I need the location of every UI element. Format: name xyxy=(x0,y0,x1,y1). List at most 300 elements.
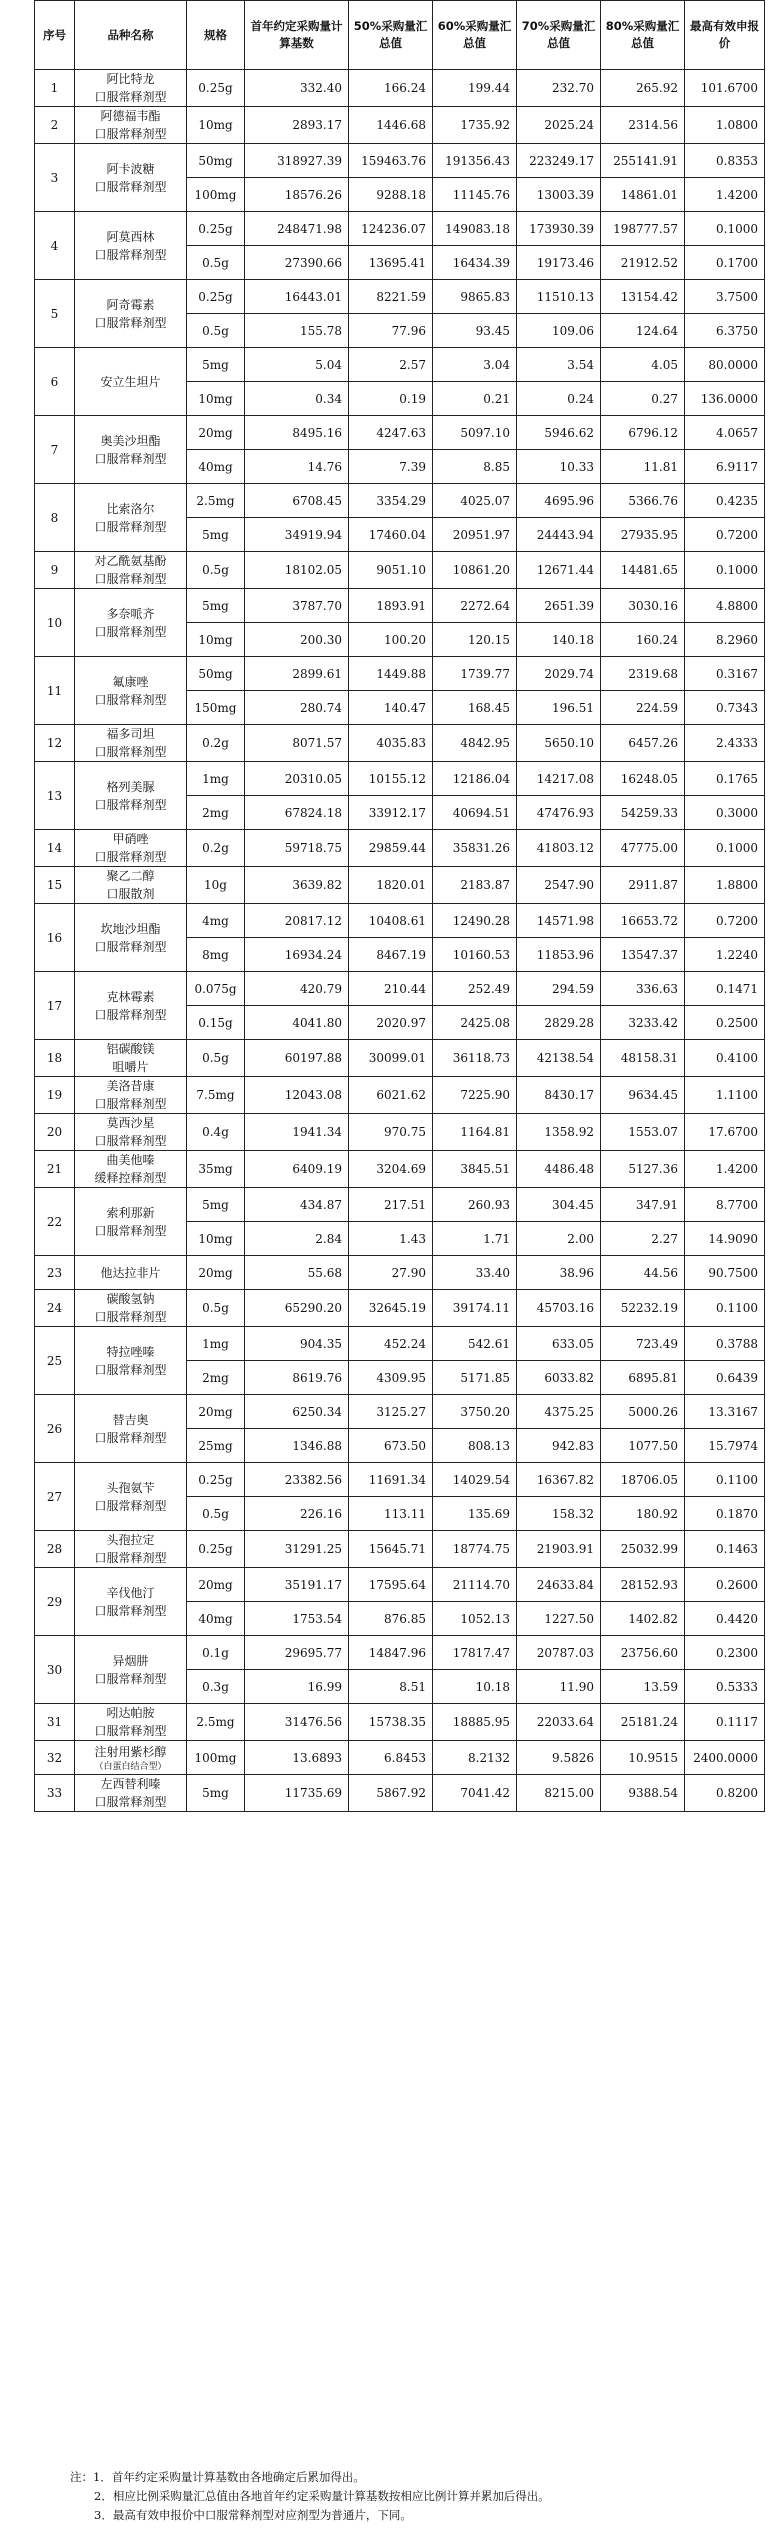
base-value-cell: 2899.61 xyxy=(245,657,349,691)
base-value-cell: 332.40 xyxy=(245,70,349,107)
drug-name-cell xyxy=(75,212,187,280)
drug-name: 对乙酰氨基酚 xyxy=(94,554,167,568)
dosage-form: 口服常释剂型 xyxy=(94,1430,167,1445)
max-price-cell: 136.0000 xyxy=(685,382,765,416)
value-80-cell: 5366.76 xyxy=(601,484,685,518)
drug-name-cell xyxy=(75,1040,187,1077)
value-70-cell: 196.51 xyxy=(517,691,601,725)
value-60-cell: 5171.85 xyxy=(433,1361,517,1395)
table-row xyxy=(35,1151,765,1188)
value-70-cell: 42138.54 xyxy=(517,1040,601,1077)
value-70-cell: 45703.16 xyxy=(517,1290,601,1327)
dosage-form: 口服常释剂型 xyxy=(94,1134,167,1148)
row-number: 17 xyxy=(35,972,75,1040)
row-number: 26 xyxy=(35,1395,75,1463)
max-price-cell: 0.2300 xyxy=(685,1636,765,1670)
max-price-cell: 0.1700 xyxy=(685,246,765,280)
value-50-cell: 17595.64 xyxy=(349,1568,433,1602)
value-70-cell: 2651.39 xyxy=(517,589,601,623)
value-60-cell: 10861.20 xyxy=(433,552,517,589)
value-50-cell: 217.51 xyxy=(349,1188,433,1222)
base-value-cell: 3639.82 xyxy=(245,867,349,904)
header-name: 品种名称 xyxy=(75,1,187,70)
drug-name-cell xyxy=(75,70,187,107)
drug-name: 辛伐他汀 xyxy=(106,1585,155,1600)
table-row xyxy=(35,107,765,144)
spec-cell: 0.4g xyxy=(187,1114,245,1151)
drug-name: 碳酸氢钠 xyxy=(106,1292,155,1306)
drug-name: 比索洛尔 xyxy=(106,501,155,516)
table-row xyxy=(35,280,765,314)
footnotes xyxy=(70,2468,760,2525)
spec-cell: 10mg xyxy=(187,382,245,416)
max-price-cell: 0.1000 xyxy=(685,830,765,867)
value-70-cell: 2029.74 xyxy=(517,657,601,691)
base-value-cell: 29695.77 xyxy=(245,1636,349,1670)
spec-cell: 0.3g xyxy=(187,1670,245,1704)
value-60-cell: 8.85 xyxy=(433,450,517,484)
drug-name-cell xyxy=(75,1290,187,1327)
table-row xyxy=(35,1040,765,1077)
drug-name: 聚乙二醇 xyxy=(106,869,155,883)
max-price-cell: 6.9117 xyxy=(685,450,765,484)
value-50-cell: 140.47 xyxy=(349,691,433,725)
max-price-cell: 2400.0000 xyxy=(685,1741,765,1775)
max-price-cell: 2.4333 xyxy=(685,725,765,762)
table-row xyxy=(35,1704,765,1741)
max-price-cell: 0.8353 xyxy=(685,144,765,178)
base-value-cell: 904.35 xyxy=(245,1327,349,1361)
value-80-cell: 6895.81 xyxy=(601,1361,685,1395)
value-80-cell: 16653.72 xyxy=(601,904,685,938)
drug-name: 头孢氨苄 xyxy=(106,1480,155,1495)
spec-cell: 8mg xyxy=(187,938,245,972)
value-70-cell: 11510.13 xyxy=(517,280,601,314)
value-60-cell: 3845.51 xyxy=(433,1151,517,1188)
value-70-cell: 223249.17 xyxy=(517,144,601,178)
value-60-cell: 5097.10 xyxy=(433,416,517,450)
value-60-cell: 10160.53 xyxy=(433,938,517,972)
value-70-cell: 9.5826 xyxy=(517,1741,601,1775)
value-70-cell: 232.70 xyxy=(517,70,601,107)
value-50-cell: 9288.18 xyxy=(349,178,433,212)
drug-name-cell xyxy=(75,144,187,212)
row-number: 5 xyxy=(35,280,75,348)
max-price-cell: 0.5333 xyxy=(685,1670,765,1704)
value-60-cell: 20951.97 xyxy=(433,518,517,552)
value-60-cell: 808.13 xyxy=(433,1429,517,1463)
max-price-cell: 0.4420 xyxy=(685,1602,765,1636)
value-50-cell: 27.90 xyxy=(349,1256,433,1290)
drug-name: 特拉唑嗪 xyxy=(106,1344,155,1359)
value-60-cell: 168.45 xyxy=(433,691,517,725)
dosage-form: 口服常释剂型 xyxy=(94,315,167,330)
spec-cell: 0.2g xyxy=(187,725,245,762)
value-70-cell: 19173.46 xyxy=(517,246,601,280)
value-80-cell: 11.81 xyxy=(601,450,685,484)
base-value-cell: 23382.56 xyxy=(245,1463,349,1497)
drug-name-cell xyxy=(75,1256,187,1290)
spec-cell: 0.5g xyxy=(187,552,245,589)
value-60-cell: 40694.51 xyxy=(433,796,517,830)
base-value-cell: 12043.08 xyxy=(245,1077,349,1114)
drug-name: 坎地沙坦酯 xyxy=(100,921,161,936)
base-value-cell: 6409.19 xyxy=(245,1151,349,1188)
value-80-cell: 265.92 xyxy=(601,70,685,107)
drug-name: 他达拉非片 xyxy=(100,1265,161,1280)
table-row xyxy=(35,830,765,867)
dosage-form: 口服常释剂型 xyxy=(94,90,167,104)
value-50-cell: 1820.01 xyxy=(349,867,433,904)
base-value-cell: 8495.16 xyxy=(245,416,349,450)
row-number: 4 xyxy=(35,212,75,280)
table-row xyxy=(35,1531,765,1568)
value-80-cell: 21912.52 xyxy=(601,246,685,280)
max-price-cell: 0.7200 xyxy=(685,904,765,938)
value-60-cell: 199.44 xyxy=(433,70,517,107)
value-80-cell: 347.91 xyxy=(601,1188,685,1222)
base-value-cell: 11735.69 xyxy=(245,1775,349,1812)
dosage-form: 口服常释剂型 xyxy=(94,1498,167,1513)
value-80-cell: 2.27 xyxy=(601,1222,685,1256)
table-header-row xyxy=(35,1,765,70)
drug-name-cell xyxy=(75,107,187,144)
drug-name-cell xyxy=(75,1568,187,1636)
header-50: 50%采购量汇总值 xyxy=(349,1,433,70)
max-price-cell: 13.3167 xyxy=(685,1395,765,1429)
spec-cell: 7.5mg xyxy=(187,1077,245,1114)
header-max-price: 最高有效申报价 xyxy=(685,1,765,70)
drug-name-cell xyxy=(75,348,187,416)
value-80-cell: 54259.33 xyxy=(601,796,685,830)
row-number: 10 xyxy=(35,589,75,657)
drug-name: 克林霉素 xyxy=(106,989,155,1004)
value-50-cell: 4035.83 xyxy=(349,725,433,762)
base-value-cell: 20310.05 xyxy=(245,762,349,796)
max-price-cell: 0.1000 xyxy=(685,212,765,246)
value-60-cell: 9865.83 xyxy=(433,280,517,314)
value-60-cell: 2183.87 xyxy=(433,867,517,904)
base-value-cell: 67824.18 xyxy=(245,796,349,830)
table-row xyxy=(35,1327,765,1361)
row-number: 25 xyxy=(35,1327,75,1395)
base-value-cell: 0.34 xyxy=(245,382,349,416)
value-80-cell: 23756.60 xyxy=(601,1636,685,1670)
base-value-cell: 18576.26 xyxy=(245,178,349,212)
procurement-table xyxy=(34,0,765,1812)
table-row xyxy=(35,1636,765,1670)
drug-name: 阿德福韦酯 xyxy=(100,109,161,123)
value-80-cell: 2314.56 xyxy=(601,107,685,144)
value-60-cell: 12490.28 xyxy=(433,904,517,938)
value-60-cell: 135.69 xyxy=(433,1497,517,1531)
spec-cell: 0.5g xyxy=(187,1040,245,1077)
value-70-cell: 942.83 xyxy=(517,1429,601,1463)
value-50-cell: 11691.34 xyxy=(349,1463,433,1497)
max-price-cell: 17.6700 xyxy=(685,1114,765,1151)
value-80-cell: 6457.26 xyxy=(601,725,685,762)
value-80-cell: 25181.24 xyxy=(601,1704,685,1741)
max-price-cell: 0.4235 xyxy=(685,484,765,518)
max-price-cell: 0.1100 xyxy=(685,1290,765,1327)
base-value-cell: 1346.88 xyxy=(245,1429,349,1463)
value-50-cell: 1893.91 xyxy=(349,589,433,623)
base-value-cell: 6708.45 xyxy=(245,484,349,518)
drug-name-cell xyxy=(75,867,187,904)
value-80-cell: 124.64 xyxy=(601,314,685,348)
max-price-cell: 3.7500 xyxy=(685,280,765,314)
dosage-form: 口服常释剂型 xyxy=(94,1795,167,1809)
spec-cell: 2.5mg xyxy=(187,1704,245,1741)
dosage-form: 口服常释剂型 xyxy=(94,797,167,812)
value-60-cell: 1052.13 xyxy=(433,1602,517,1636)
row-number: 19 xyxy=(35,1077,75,1114)
drug-name-cell xyxy=(75,830,187,867)
value-60-cell: 2425.08 xyxy=(433,1006,517,1040)
value-70-cell: 8215.00 xyxy=(517,1775,601,1812)
row-number: 33 xyxy=(35,1775,75,1812)
value-60-cell: 12186.04 xyxy=(433,762,517,796)
max-price-cell: 101.6700 xyxy=(685,70,765,107)
spec-cell: 0.5g xyxy=(187,1290,245,1327)
max-price-cell: 8.7700 xyxy=(685,1188,765,1222)
row-number: 1 xyxy=(35,70,75,107)
value-80-cell: 0.27 xyxy=(601,382,685,416)
value-50-cell: 124236.07 xyxy=(349,212,433,246)
dosage-form: 口服常释剂型 xyxy=(94,1671,167,1686)
value-70-cell: 633.05 xyxy=(517,1327,601,1361)
value-80-cell: 4.05 xyxy=(601,348,685,382)
drug-name: 注射用紫杉醇 xyxy=(94,1744,167,1759)
value-60-cell: 18885.95 xyxy=(433,1704,517,1741)
max-price-cell: 14.9090 xyxy=(685,1222,765,1256)
spec-cell: 35mg xyxy=(187,1151,245,1188)
value-70-cell: 14571.98 xyxy=(517,904,601,938)
dosage-form: 口服常释剂型 xyxy=(94,1551,167,1565)
spec-cell: 1mg xyxy=(187,762,245,796)
max-price-cell: 0.4100 xyxy=(685,1040,765,1077)
row-number: 3 xyxy=(35,144,75,212)
drug-name-cell xyxy=(75,1327,187,1395)
value-60-cell: 7041.42 xyxy=(433,1775,517,1812)
value-50-cell: 8221.59 xyxy=(349,280,433,314)
value-70-cell: 1358.92 xyxy=(517,1114,601,1151)
table-row xyxy=(35,867,765,904)
base-value-cell: 420.79 xyxy=(245,972,349,1006)
max-price-cell: 8.2960 xyxy=(685,623,765,657)
value-50-cell: 8.51 xyxy=(349,1670,433,1704)
max-price-cell: 1.4200 xyxy=(685,178,765,212)
row-number: 15 xyxy=(35,867,75,904)
spec-cell: 5mg xyxy=(187,348,245,382)
value-80-cell: 14481.65 xyxy=(601,552,685,589)
value-80-cell: 13154.42 xyxy=(601,280,685,314)
value-50-cell: 14847.96 xyxy=(349,1636,433,1670)
table-row xyxy=(35,972,765,1006)
table-row xyxy=(35,1256,765,1290)
spec-cell: 1mg xyxy=(187,1327,245,1361)
dosage-form: 口服常释剂型 xyxy=(94,1724,167,1738)
spec-cell: 50mg xyxy=(187,144,245,178)
value-70-cell: 16367.82 xyxy=(517,1463,601,1497)
value-50-cell: 159463.76 xyxy=(349,144,433,178)
max-price-cell: 1.1100 xyxy=(685,1077,765,1114)
value-60-cell: 1164.81 xyxy=(433,1114,517,1151)
row-number: 23 xyxy=(35,1256,75,1290)
value-60-cell: 252.49 xyxy=(433,972,517,1006)
value-50-cell: 2.57 xyxy=(349,348,433,382)
value-50-cell: 3204.69 xyxy=(349,1151,433,1188)
row-number: 12 xyxy=(35,725,75,762)
base-value-cell: 27390.66 xyxy=(245,246,349,280)
max-price-cell: 0.7200 xyxy=(685,518,765,552)
value-80-cell: 13547.37 xyxy=(601,938,685,972)
max-price-cell: 0.3000 xyxy=(685,796,765,830)
spec-cell: 5mg xyxy=(187,518,245,552)
max-price-cell: 4.8800 xyxy=(685,589,765,623)
base-value-cell: 248471.98 xyxy=(245,212,349,246)
base-value-cell: 155.78 xyxy=(245,314,349,348)
max-price-cell: 4.0657 xyxy=(685,416,765,450)
dosage-form: 口服散剂 xyxy=(106,887,155,901)
value-80-cell: 25032.99 xyxy=(601,1531,685,1568)
drug-name: 格列美脲 xyxy=(106,779,155,794)
value-60-cell: 260.93 xyxy=(433,1188,517,1222)
drug-name: 铝碳酸镁 xyxy=(106,1042,155,1056)
drug-name-cell xyxy=(75,1531,187,1568)
drug-name: 阿卡波糖 xyxy=(106,161,155,176)
dosage-form: 口服常释剂型 xyxy=(94,1603,167,1618)
row-number: 6 xyxy=(35,348,75,416)
value-50-cell: 4309.95 xyxy=(349,1361,433,1395)
value-80-cell: 27935.95 xyxy=(601,518,685,552)
row-number: 22 xyxy=(35,1188,75,1256)
max-price-cell: 0.1100 xyxy=(685,1463,765,1497)
value-50-cell: 15645.71 xyxy=(349,1531,433,1568)
value-60-cell: 33.40 xyxy=(433,1256,517,1290)
value-70-cell: 21903.91 xyxy=(517,1531,601,1568)
drug-name: 曲美他嗪 xyxy=(106,1153,155,1167)
table-row xyxy=(35,1290,765,1327)
base-value-cell: 65290.20 xyxy=(245,1290,349,1327)
table-row xyxy=(35,1568,765,1602)
value-80-cell: 2319.68 xyxy=(601,657,685,691)
value-80-cell: 9388.54 xyxy=(601,1775,685,1812)
spec-cell: 0.25g xyxy=(187,280,245,314)
value-50-cell: 29859.44 xyxy=(349,830,433,867)
dosage-form: 口服常释剂型 xyxy=(94,850,167,864)
max-price-cell: 15.7974 xyxy=(685,1429,765,1463)
row-number: 7 xyxy=(35,416,75,484)
value-80-cell: 1553.07 xyxy=(601,1114,685,1151)
dosage-form: 口服常释剂型 xyxy=(94,745,167,759)
row-number: 27 xyxy=(35,1463,75,1531)
row-number: 9 xyxy=(35,552,75,589)
header-60: 60%采购量汇总值 xyxy=(433,1,517,70)
max-price-cell: 90.7500 xyxy=(685,1256,765,1290)
value-70-cell: 12671.44 xyxy=(517,552,601,589)
drug-name: 氟康唑 xyxy=(112,674,149,689)
drug-name: 阿莫西林 xyxy=(106,229,155,244)
value-70-cell: 4375.25 xyxy=(517,1395,601,1429)
row-number: 13 xyxy=(35,762,75,830)
table-row xyxy=(35,904,765,938)
value-60-cell: 11145.76 xyxy=(433,178,517,212)
value-50-cell: 113.11 xyxy=(349,1497,433,1531)
value-70-cell: 20787.03 xyxy=(517,1636,601,1670)
max-price-cell: 0.7343 xyxy=(685,691,765,725)
max-price-cell: 0.1463 xyxy=(685,1531,765,1568)
spec-cell: 4mg xyxy=(187,904,245,938)
value-70-cell: 2.00 xyxy=(517,1222,601,1256)
spec-cell: 0.5g xyxy=(187,314,245,348)
table-row xyxy=(35,552,765,589)
max-price-cell: 0.1471 xyxy=(685,972,765,1006)
dosage-form: 缓释控释剂型 xyxy=(94,1171,167,1185)
drug-name-cell xyxy=(75,1463,187,1531)
dosage-form: 口服常释剂型 xyxy=(94,692,167,707)
value-50-cell: 210.44 xyxy=(349,972,433,1006)
table-row xyxy=(35,1114,765,1151)
value-50-cell: 3125.27 xyxy=(349,1395,433,1429)
base-value-cell: 55.68 xyxy=(245,1256,349,1290)
spec-cell: 20mg xyxy=(187,1395,245,1429)
table-row xyxy=(35,70,765,107)
spec-cell: 5mg xyxy=(187,1188,245,1222)
note-line: 3．最高有效申报价中口服常释剂型对应剂型为普通片，下同。 xyxy=(94,2508,412,2522)
value-70-cell: 2547.90 xyxy=(517,867,601,904)
max-price-cell: 0.2500 xyxy=(685,1006,765,1040)
table-row xyxy=(35,484,765,518)
spec-cell: 5mg xyxy=(187,589,245,623)
header-no: 序号 xyxy=(35,1,75,70)
drug-name: 多奈哌齐 xyxy=(106,606,155,621)
value-70-cell: 3.54 xyxy=(517,348,601,382)
base-value-cell: 35191.17 xyxy=(245,1568,349,1602)
max-price-cell: 6.3750 xyxy=(685,314,765,348)
row-number: 18 xyxy=(35,1040,75,1077)
value-80-cell: 48158.31 xyxy=(601,1040,685,1077)
drug-name-cell xyxy=(75,1077,187,1114)
value-70-cell: 24633.84 xyxy=(517,1568,601,1602)
drug-name-cell xyxy=(75,1741,187,1775)
drug-name: 福多司坦 xyxy=(106,727,155,741)
table-row xyxy=(35,144,765,178)
base-value-cell: 318927.39 xyxy=(245,144,349,178)
value-70-cell: 4486.48 xyxy=(517,1151,601,1188)
value-50-cell: 77.96 xyxy=(349,314,433,348)
max-price-cell: 1.4200 xyxy=(685,1151,765,1188)
value-80-cell: 5127.36 xyxy=(601,1151,685,1188)
dosage-form: 口服常释剂型 xyxy=(94,572,167,586)
drug-name: 安立生坦片 xyxy=(100,374,161,389)
spec-cell: 0.15g xyxy=(187,1006,245,1040)
max-price-cell: 0.1117 xyxy=(685,1704,765,1741)
value-80-cell: 10.9515 xyxy=(601,1741,685,1775)
value-60-cell: 120.15 xyxy=(433,623,517,657)
spec-cell: 2.5mg xyxy=(187,484,245,518)
dosage-form: 口服常释剂型 xyxy=(94,247,167,262)
base-value-cell: 8071.57 xyxy=(245,725,349,762)
value-80-cell: 16248.05 xyxy=(601,762,685,796)
row-number: 2 xyxy=(35,107,75,144)
value-80-cell: 198777.57 xyxy=(601,212,685,246)
value-60-cell: 1739.77 xyxy=(433,657,517,691)
value-70-cell: 158.32 xyxy=(517,1497,601,1531)
value-50-cell: 4247.63 xyxy=(349,416,433,450)
drug-name-cell xyxy=(75,1395,187,1463)
value-50-cell: 452.24 xyxy=(349,1327,433,1361)
